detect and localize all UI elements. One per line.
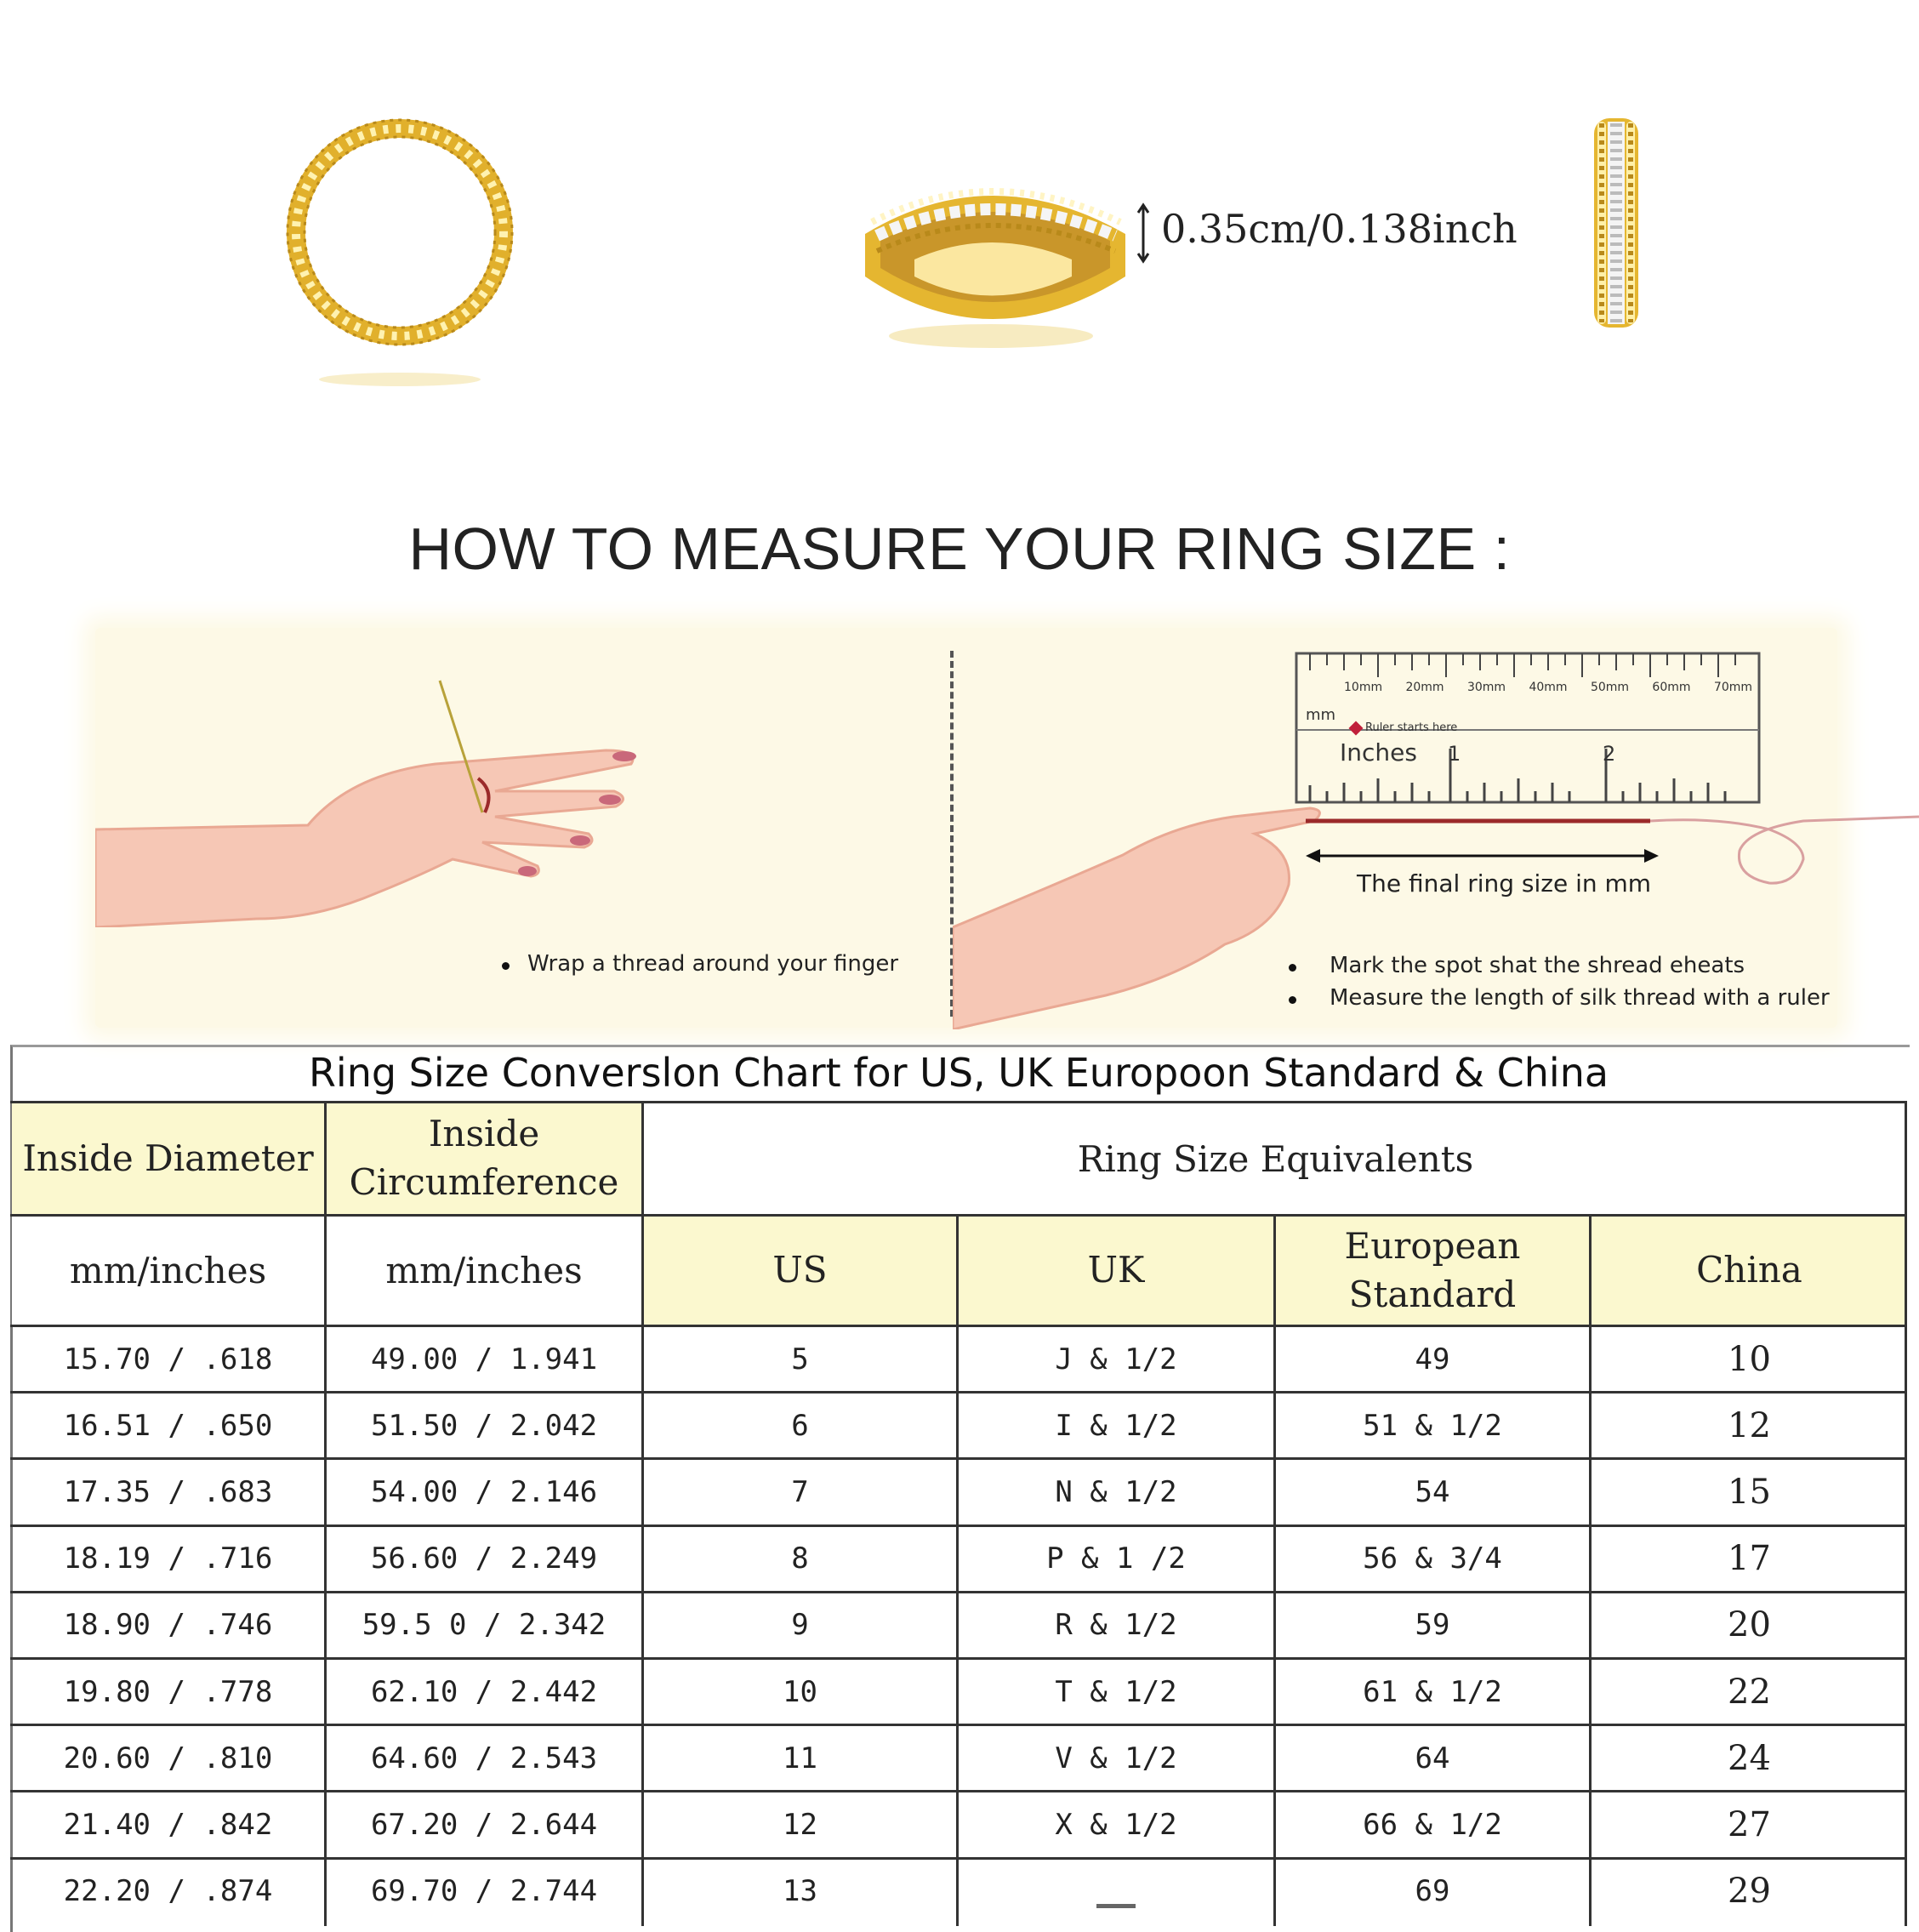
- table-cell-circumference: 56.60 / 2.249: [370, 1542, 598, 1576]
- bullet-icon: [1289, 996, 1296, 1004]
- step-mark-spot: Mark the spot shat the shread eheats: [1330, 953, 1745, 978]
- bullet-icon: [502, 962, 510, 970]
- empty-value-dash: [1096, 1904, 1136, 1908]
- table-cell-uk: [959, 1860, 1273, 1923]
- table-cell-eu: 49: [1415, 1342, 1450, 1376]
- table-cell-uk: X & 1/2: [1055, 1807, 1177, 1842]
- table-cell-circumference: 59.5 0 / 2.342: [362, 1608, 606, 1643]
- ruler-unit-top: mm: [1306, 706, 1336, 724]
- thickness-arrow-icon: [1136, 202, 1150, 264]
- ruler-mm-40: 40mm: [1529, 681, 1568, 694]
- table-cell-eu: 54: [1415, 1474, 1450, 1509]
- ruler-mm-70: 70mm: [1713, 681, 1752, 694]
- ruler-unit-bottom: Inches: [1340, 738, 1417, 767]
- table-cell-diameter: 16.51 / .650: [63, 1408, 273, 1443]
- table-cell-us: 5: [791, 1342, 809, 1376]
- table-cell-eu: 66 & 1/2: [1363, 1807, 1502, 1842]
- ring-side-view: [1589, 115, 1643, 332]
- table-cell-eu: 59: [1415, 1608, 1450, 1643]
- bullet-icon: [1289, 964, 1296, 972]
- table-cell-uk: T & 1/2: [1055, 1674, 1177, 1709]
- ruler-mm-30: 30mm: [1466, 681, 1506, 694]
- step-wrap-thread: Wrap a thread around your finger: [527, 951, 899, 977]
- thickness-label: 0.35cm/0.138inch: [1161, 206, 1518, 252]
- table-cell-uk: R & 1/2: [1055, 1608, 1177, 1643]
- table-cell-us: 9: [791, 1608, 809, 1643]
- final-ring-size-label: The final ring size in mm: [1357, 869, 1652, 898]
- table-cell-china: 27: [1728, 1804, 1771, 1844]
- table-cell-china: 22: [1728, 1672, 1771, 1712]
- hand-wrap-illustration: [95, 672, 657, 927]
- table-cell-uk: V & 1/2: [1055, 1741, 1177, 1775]
- table-cell-us: 11: [783, 1741, 817, 1775]
- table-cell-circumference: 69.70 / 2.744: [370, 1874, 598, 1909]
- ruler-mm-labels: [1344, 681, 1752, 694]
- table-cell-china: 20: [1728, 1605, 1771, 1645]
- chart-title: Ring Size Converslon Chart for US, UK Europoon Standard & China: [308, 1050, 1609, 1096]
- ruler-mm-50: 50mm: [1590, 681, 1630, 694]
- table-cell-china: 17: [1728, 1539, 1771, 1579]
- header-inside-circumference: Inside Circumference: [327, 1103, 641, 1214]
- table-cell-diameter: 15.70 / .618: [63, 1342, 273, 1376]
- table-cell-circumference: 67.20 / 2.644: [370, 1807, 598, 1842]
- subheader-diameter-unit: mm/inches: [12, 1217, 324, 1325]
- table-cell-eu: 69: [1415, 1874, 1450, 1909]
- table-cell-eu: 51 & 1/2: [1363, 1408, 1502, 1443]
- table-cell-diameter: 17.35 / .683: [63, 1474, 273, 1509]
- table-cell-us: 8: [791, 1542, 809, 1576]
- subheader-circumference-unit: mm/inches: [327, 1217, 641, 1325]
- table-cell-us: 7: [791, 1474, 809, 1509]
- table-cell-eu: 64: [1415, 1741, 1450, 1775]
- table-cell-circumference: 62.10 / 2.442: [370, 1674, 598, 1709]
- table-cell-diameter: 19.80 / .778: [63, 1674, 273, 1709]
- ruler-mm-20: 20mm: [1405, 681, 1444, 694]
- table-cell-circumference: 49.00 / 1.941: [370, 1342, 598, 1376]
- table-cell-eu: 61 & 1/2: [1363, 1674, 1502, 1709]
- ruler-start-note: Ruler starts here: [1365, 721, 1458, 734]
- table-cell-circumference: 64.60 / 2.543: [370, 1741, 598, 1775]
- table-cell-china: 29: [1728, 1872, 1771, 1912]
- table-cell-uk: N & 1/2: [1055, 1474, 1177, 1509]
- table-cell-uk: P & 1 /2: [1046, 1542, 1186, 1576]
- subheader-uk: UK: [959, 1217, 1273, 1325]
- table-cell-uk: I & 1/2: [1055, 1408, 1177, 1443]
- table-cell-us: 6: [791, 1408, 809, 1443]
- table-cell-china: 12: [1728, 1405, 1771, 1445]
- step-measure-thread: Measure the length of silk thread with a ruler: [1330, 985, 1830, 1011]
- table-cell-diameter: 18.90 / .746: [63, 1608, 273, 1643]
- table-cell-us: 10: [783, 1674, 817, 1709]
- ring-front-view: [281, 117, 519, 390]
- ruler-mm-10: 10mm: [1344, 681, 1383, 694]
- ring-angle-view: [855, 166, 1136, 362]
- ruler-inch-1: 1: [1448, 742, 1461, 766]
- table-cell-diameter: 18.19 / .716: [63, 1542, 273, 1576]
- header-inside-diameter: Inside Diameter: [12, 1103, 324, 1214]
- table-cell-china: 15: [1728, 1472, 1771, 1512]
- table-cell-diameter: 20.60 / .810: [63, 1741, 273, 1775]
- header-ring-size-equivalents: Ring Size Equivalents: [644, 1103, 1907, 1214]
- table-cell-diameter: 21.40 / .842: [63, 1807, 273, 1842]
- table-cell-uk: J & 1/2: [1055, 1342, 1177, 1376]
- table-cell-china: 10: [1728, 1339, 1771, 1379]
- table-cell-us: 12: [783, 1807, 817, 1842]
- subheader-china: China: [1592, 1217, 1907, 1325]
- table-cell-china: 24: [1728, 1738, 1771, 1778]
- subheader-european: European Standard: [1276, 1217, 1589, 1325]
- how-to-measure-title: HOW TO MEASURE YOUR RING SIZE :: [408, 516, 1511, 582]
- ruler-inch-2: 2: [1603, 742, 1616, 766]
- subheader-us: US: [644, 1217, 956, 1325]
- table-cell-us: 13: [783, 1874, 817, 1909]
- table-cell-circumference: 54.00 / 2.146: [370, 1474, 598, 1509]
- table-cell-eu: 56 & 3/4: [1363, 1542, 1502, 1576]
- table-cell-circumference: 51.50 / 2.042: [370, 1408, 598, 1443]
- ruler-mm-60: 60mm: [1652, 681, 1691, 694]
- table-cell-diameter: 22.20 / .874: [63, 1874, 273, 1909]
